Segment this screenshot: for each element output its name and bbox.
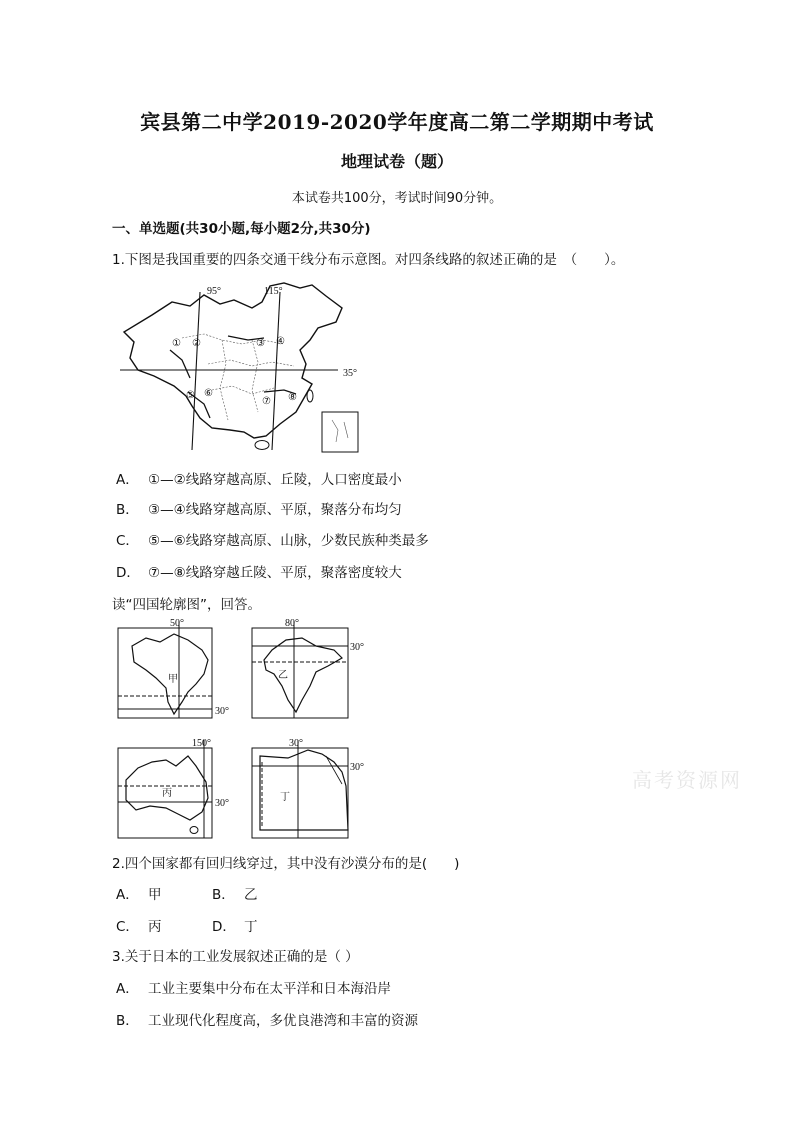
question-1-stem: 1.下图是我国重要的四条交通干线分布示意图。对四条线路的叙述正确的是 （ ）。 xyxy=(112,252,625,268)
question-2-stem: 2.四个国家都有回归线穿过，其中没有沙漠分布的是( ) xyxy=(112,856,460,872)
exam-title: 宾县第二中学2019-2020学年度高二第二学期期中考试 xyxy=(140,110,654,134)
yi-name-label: 乙 xyxy=(278,670,288,681)
lon-115-label: 115° xyxy=(264,286,283,297)
route-label-3: ③ xyxy=(256,338,265,349)
yi-lon-label: 80° xyxy=(285,618,299,629)
bing-lat-label: 30° xyxy=(215,798,229,809)
watermark: 高考资源网 xyxy=(632,768,742,792)
map-bing xyxy=(118,738,229,838)
yi-lat-label: 30° xyxy=(350,642,364,653)
ding-lat-label: 30° xyxy=(350,762,364,773)
route-label-6: ⑥ xyxy=(204,388,213,399)
jia-name-label: 甲 xyxy=(168,674,178,685)
read-instruction: 读“四国轮廓图”，回答。 xyxy=(112,597,261,613)
map-jia xyxy=(118,618,229,718)
q1-option-a[interactable]: A． ①—②线路穿越高原、丘陵，人口密度最小 xyxy=(116,472,402,488)
exam-note: 本试卷共100分，考试时间90分钟。 xyxy=(291,191,503,206)
route-label-5: ⑤ xyxy=(186,390,195,401)
q3-option-a[interactable]: A． 工业主要集中分布在太平洋和日本海沿岸 xyxy=(116,981,391,997)
q2-option-d[interactable]: D． 丁 xyxy=(212,919,258,935)
bing-lon-label: 150° xyxy=(192,738,211,749)
four-countries-map xyxy=(112,616,382,846)
route-label-8: ⑧ xyxy=(288,392,297,403)
exam-subtitle: 地理试卷（题） xyxy=(340,152,453,171)
route-label-7: ⑦ xyxy=(262,396,271,407)
map-yi xyxy=(252,618,364,718)
q3-option-b[interactable]: B． 工业现代化程度高，多优良港湾和丰富的资源 xyxy=(116,1013,418,1029)
q1-option-c[interactable]: C． ⑤—⑥线路穿越高原、山脉，少数民族种类最多 xyxy=(116,533,429,549)
q2-option-a[interactable]: A． 甲 xyxy=(116,887,162,903)
lon-95-label: 95° xyxy=(207,286,221,297)
bing-name-label: 丙 xyxy=(162,788,172,799)
ding-name-label: 丁 xyxy=(280,792,290,803)
q1-option-b[interactable]: B． ③—④线路穿越高原、平原，聚落分布均匀 xyxy=(116,502,402,518)
route-label-4: ④ xyxy=(276,336,285,347)
map-ding xyxy=(252,738,364,838)
china-routes-map xyxy=(112,280,382,455)
lat-35-label: 35° xyxy=(343,368,357,379)
question-3-stem: 3.关于日本的工业发展叙述正确的是（ ） xyxy=(112,949,359,965)
jia-lon-label: 50° xyxy=(170,618,184,629)
q1-option-d[interactable]: D． ⑦—⑧线路穿越丘陵、平原，聚落密度较大 xyxy=(116,565,402,581)
q2-option-c[interactable]: C． 丙 xyxy=(116,919,162,935)
route-label-2: ② xyxy=(192,338,201,349)
jia-lat-label: 30° xyxy=(215,706,229,717)
ding-lon-label: 30° xyxy=(289,738,303,749)
route-label-1: ① xyxy=(172,338,181,349)
section-heading: 一、单选题(共30小题,每小题2分,共30分) xyxy=(112,221,371,237)
q2-option-b[interactable]: B． 乙 xyxy=(212,887,258,903)
